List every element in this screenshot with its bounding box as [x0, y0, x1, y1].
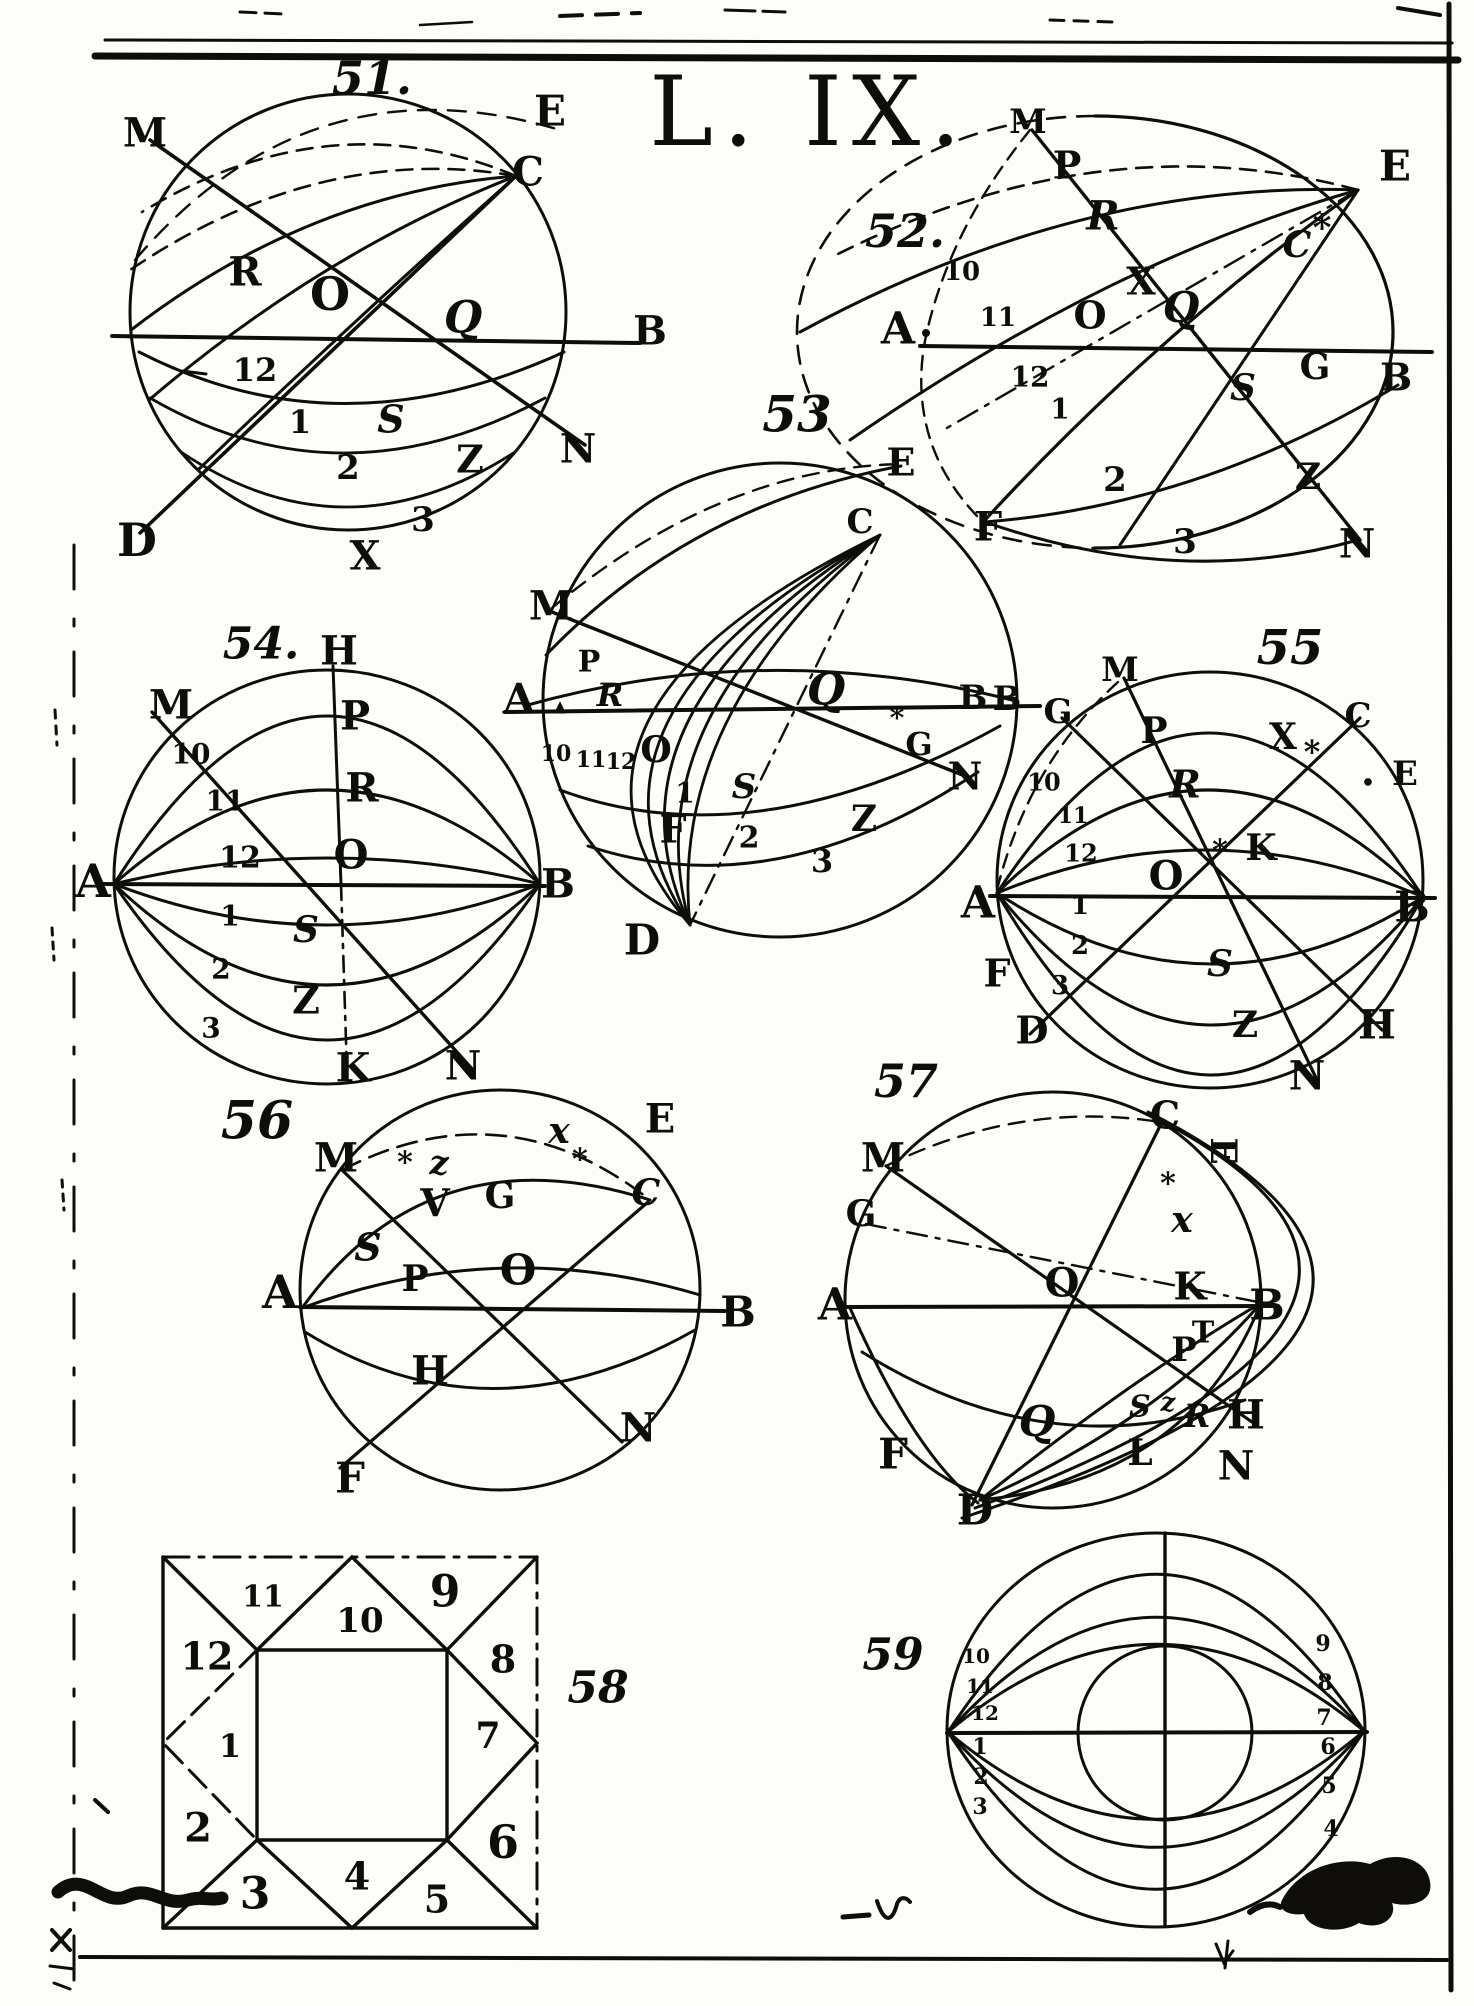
frame-right [1449, 4, 1451, 1990]
figure-56-label-V: V [420, 1180, 450, 1226]
figure-56-stroke [340, 1202, 648, 1468]
figure-57-label-K: K [1173, 1263, 1207, 1309]
figure-55-label-C: C [1344, 696, 1372, 736]
edge-mark [725, 10, 785, 12]
figure-53-label-P: P [577, 644, 601, 680]
figure-57-number: 57 [873, 1054, 939, 1108]
margin-mark [52, 928, 54, 960]
figure-56-label-E: E [644, 1095, 676, 1143]
figure-57-label-A: A [817, 1279, 853, 1331]
figure-56-label-z: z [429, 1143, 449, 1183]
figure-53-label-F: F [659, 806, 687, 852]
margin-mark [50, 1966, 74, 1969]
figure-53-label-Q: Q [806, 664, 846, 716]
figure-58-label-6: 6 [486, 1815, 520, 1869]
figure-54-number: 54. [222, 618, 300, 670]
figure-58-label-8: 8 [489, 1636, 517, 1682]
figure-54-label-M: M [148, 681, 194, 729]
figure-57-label-E: E [1202, 1137, 1244, 1165]
figure-53-label-B: B [992, 679, 1022, 719]
figure-54-label-B: B [541, 860, 575, 908]
figure-59-label-5: 5 [1321, 1773, 1337, 1799]
figure-59-label-11: 11 [966, 1674, 994, 1698]
figure-56-label-C: C [631, 1172, 661, 1214]
figure-51 [112, 51, 667, 580]
figure-57 [817, 1054, 1313, 1535]
figure-53-label-*: * [889, 701, 905, 735]
figure-53-label-11: 11 [575, 747, 607, 773]
figure-55-stroke [990, 896, 1435, 898]
figure-57-label-C: C [1149, 1092, 1181, 1138]
figure-51-label-E: E [533, 86, 567, 136]
figure-51-label-B: B [633, 307, 667, 355]
figure-59-label-12: 12 [971, 1701, 999, 1725]
figure-57-stroke [886, 1117, 1160, 1167]
figure-52-label-*: * [1312, 207, 1332, 249]
figure-55-number: 55 [1256, 620, 1324, 676]
figure-52-label-3: 3 [1173, 522, 1197, 562]
figure-54-label-3: 3 [201, 1011, 221, 1045]
figure-58-label-7: 7 [475, 1715, 501, 1757]
figure-51-label-X: X [349, 532, 381, 580]
edge-mark [1050, 20, 1112, 22]
figure-51-label-D: D [117, 513, 157, 567]
figure-53-label-D: D [623, 915, 661, 965]
figure-58-label-12: 12 [180, 1633, 234, 1679]
figure-58-label-1: 1 [218, 1727, 242, 1765]
figure-51-label-Z: Z [456, 436, 484, 482]
figure-59-label-6: 6 [1320, 1734, 1336, 1760]
figure-51-label-Q: Q [443, 292, 483, 344]
figure-57-label-P: P [1171, 1330, 1197, 1370]
figure-53-label-R: R [596, 676, 624, 714]
figure-57-label-B: B [1249, 1280, 1285, 1330]
figure-53-label-3: 3 [810, 842, 834, 880]
figure-52-label-A: A [880, 303, 916, 355]
figure-54-stroke [114, 884, 540, 985]
figure-51-label-12: 12 [232, 351, 278, 389]
figure-56-label-M: M [313, 1134, 359, 1182]
figure-52-label-X: X [1126, 258, 1156, 304]
figure-59-label-4: 4 [1323, 1816, 1339, 1842]
handwriting [843, 1915, 869, 1917]
figure-55-label-B: B [1394, 882, 1430, 932]
figure-56-label-G: G [484, 1175, 516, 1217]
figure-54-stroke [100, 884, 545, 886]
figure-57-label-z: z [1160, 1388, 1176, 1418]
plate-frame-and-marks [50, 4, 1458, 1992]
figure-59-label-8: 8 [1317, 1670, 1333, 1696]
figure-52-stroke [922, 329, 930, 337]
figure-55-label-F: F [983, 950, 1011, 996]
figure-54-stroke [114, 670, 540, 1084]
figure-54-label-N: N [444, 1042, 482, 1090]
figure-59-label-2: 2 [973, 1764, 989, 1790]
figure-52-label-P: P [1052, 142, 1082, 188]
figure-53-label-▲: ▲ [553, 696, 567, 716]
figure-59 [862, 1533, 1367, 1927]
figure-52-label-S: S [1230, 367, 1256, 409]
figure-52-label-N: N [1338, 520, 1376, 568]
figure-51-label-O: O [309, 267, 351, 321]
edge-mark [560, 13, 640, 16]
figure-52-label-C: C [1282, 224, 1312, 266]
figure-58-label-9: 9 [429, 1566, 461, 1618]
figure-53-label-E: E [886, 439, 916, 485]
figure-56-label-*: * [572, 1142, 588, 1178]
figure-57-label-R: R [1183, 1397, 1211, 1435]
figure-54-label-P: P [339, 692, 371, 740]
figure-51-stroke [150, 398, 545, 453]
figure-52-label-10: 10 [943, 257, 981, 287]
figure-55-label-11: 11 [1057, 803, 1089, 829]
figure-55-label-12: 12 [1064, 838, 1098, 868]
figure-56 [221, 1090, 756, 1503]
figure-53-label-Z: Z [850, 798, 878, 840]
figure-57-label-N: N [1217, 1442, 1255, 1490]
figure-57-label-O: O [1044, 1259, 1080, 1307]
figure-57-label-D: D [956, 1485, 994, 1535]
figure-54-label-10: 10 [171, 737, 211, 771]
figure-52-label-B: B [1379, 354, 1413, 400]
figure-55-label-1: 1 [1070, 891, 1090, 921]
figure-54-label-S: S [293, 909, 319, 951]
figure-59-stroke [948, 1617, 1364, 1732]
figure-59-stroke [947, 1732, 1367, 1733]
figure-58-label-10: 10 [336, 1601, 384, 1641]
figure-52-label-E: E [1378, 141, 1412, 191]
figure-58-label-2: 2 [184, 1804, 212, 1852]
figure-53-label-C: C [846, 502, 874, 542]
figure-53-label-G: G [905, 725, 933, 763]
figure-55-label-*: * [1303, 733, 1321, 771]
handwriting [1225, 1941, 1228, 1968]
margin-mark [55, 710, 57, 745]
figure-56-label-F: F [335, 1453, 365, 1503]
figure-52-label-1: 1 [1050, 392, 1070, 426]
figure-51-label-1: 1 [288, 403, 312, 441]
figure-54-label-Z: Z [292, 977, 320, 1023]
edge-mark [240, 12, 285, 14]
figure-56-label-x: x [548, 1110, 570, 1152]
figure-57-label-H: H [1227, 1391, 1265, 1439]
figure-56-label-*: * [397, 1145, 413, 1181]
figure-58-label-3: 3 [239, 1868, 271, 1920]
figure-53-label-1: 1 [675, 776, 695, 810]
figure-59-label-7: 7 [1316, 1705, 1332, 1731]
figure-56-stroke [300, 1307, 725, 1311]
frame-top-thin [105, 40, 1452, 43]
figure-57-label-*: * [1160, 1166, 1176, 1202]
figure-55-label-*: * [1212, 833, 1228, 869]
figure-53-label-A: A [502, 674, 536, 724]
figure-56-label-A: A [262, 1265, 298, 1319]
figure-55-label-O: O [1148, 852, 1184, 900]
figure-55-label-M: M [1101, 650, 1139, 690]
figure-52-label-12: 12 [1010, 360, 1050, 394]
figure-52-stroke [1095, 116, 1393, 548]
figure-53-number: 53 [762, 384, 832, 444]
figure-51-label-R: R [228, 248, 262, 296]
figure-54-label-12: 12 [219, 840, 261, 876]
figure-52-stroke [797, 116, 1095, 548]
figure-54-label-11: 11 [205, 784, 245, 818]
figure-54-label-K: K [335, 1044, 371, 1092]
figure-59-stroke [948, 1731, 1364, 1819]
figure-59-stroke [948, 1731, 1364, 1847]
figure-53-label-S: S [731, 767, 757, 807]
figure-55-label-10: 10 [1027, 767, 1061, 797]
figure-51-label-S: S [377, 396, 405, 442]
figure-55-label-2: 2 [1070, 931, 1090, 961]
figure-52-label-M: M [1009, 102, 1047, 142]
handwriting [877, 1898, 910, 1918]
figure-53-label-B: B [958, 678, 988, 718]
figure-55-label-D: D [1015, 1007, 1049, 1053]
figure-52-label-R: R [1086, 192, 1120, 240]
figure-56-label-H: H [411, 1347, 449, 1395]
figure-53-label-N: N [947, 753, 983, 799]
figure-54-stroke [114, 858, 540, 884]
figure-55-label-H: H [1358, 1001, 1396, 1049]
figure-54-label-1: 1 [220, 899, 240, 933]
figure-52-label-G: G [1299, 346, 1331, 388]
figure-58-label-5: 5 [423, 1876, 451, 1922]
figure-58-stroke [257, 1650, 447, 1840]
figure-56-label-N: N [619, 1404, 657, 1452]
figure-55-label-S: S [1207, 943, 1233, 985]
margin-mark [95, 1800, 108, 1812]
margin-mark [54, 1983, 70, 1989]
figure-54-label-O: O [333, 831, 369, 879]
figure-58-label-4: 4 [343, 1853, 371, 1899]
figure-57-label-G: G [845, 1193, 877, 1235]
ink-squiggle [58, 1884, 222, 1901]
figure-51-label-N: N [559, 425, 597, 473]
figure-52-label-11: 11 [979, 303, 1017, 333]
figure-59-label-3: 3 [972, 1794, 988, 1820]
figure-56-label-P: P [401, 1258, 429, 1300]
figure-57-label-F: F [878, 1429, 908, 1479]
figure-51-label-3: 3 [411, 500, 435, 540]
figure-57-label-Q: Q [1018, 1396, 1056, 1446]
figure-52-label-Z: Z [1294, 456, 1322, 498]
figure-58-number: 58 [567, 1662, 629, 1714]
figure-55-label-P: P [1140, 710, 1168, 752]
figure-59-stroke [948, 1644, 1364, 1732]
figure-56-label-S: S [354, 1224, 382, 1270]
figure-55-label-●: ● [1363, 776, 1373, 788]
figure-56-label-O: O [499, 1245, 537, 1295]
figure-57-stroke [850, 1308, 978, 1503]
figure-55-label-K: K [1245, 827, 1277, 869]
figure-54-label-A: A [75, 854, 111, 908]
figure-51-label-M: M [122, 109, 168, 157]
figure-52-number: 52. [864, 204, 946, 258]
figure-54-label-2: 2 [211, 952, 231, 986]
margin-mark [62, 1180, 64, 1210]
figure-53-label-M: M [528, 582, 574, 630]
figure-54-label-R: R [345, 764, 379, 812]
figure-52-label-F: F [973, 503, 1003, 551]
figure-54-stroke [114, 884, 540, 925]
figure-57-label-M: M [860, 1134, 906, 1182]
figure-53-label-10: 10 [540, 741, 572, 767]
figure-59-label-1: 1 [972, 1734, 988, 1760]
edge-mark [420, 22, 472, 25]
figure-55-label-E: E [1392, 754, 1418, 794]
figure-57-label-T: T [1191, 1315, 1215, 1351]
figure-51-stroke [139, 352, 564, 404]
figure-53-label-2: 2 [738, 820, 760, 856]
figure-59-stroke [947, 1533, 1365, 1927]
figure-55 [960, 620, 1435, 1100]
figure-51-label-2: 2 [336, 448, 360, 488]
frame-bottom [80, 1957, 1447, 1960]
figure-52 [797, 102, 1432, 568]
figure-55-label-G: G [1043, 692, 1073, 732]
figure-55-label-A: A [960, 877, 996, 929]
figure-53-label-O: O [640, 729, 672, 771]
figure-52-label-2: 2 [1103, 460, 1127, 500]
edge-mark [1398, 8, 1440, 15]
figure-59-number: 59 [862, 1629, 924, 1681]
figure-58-label-11: 11 [242, 1579, 284, 1615]
figure-55-label-Z: Z [1231, 1004, 1259, 1046]
ink-blot-tail [1250, 1904, 1280, 1912]
figure-57-label-L: L [1127, 1432, 1153, 1474]
figure-54 [74, 619, 575, 1092]
figure-53-label-12: 12 [605, 749, 637, 775]
figure-52-label-O: O [1073, 292, 1107, 338]
figure-57-label-x: x [1171, 1199, 1193, 1241]
figure-59-stroke [948, 1574, 1364, 1732]
figure-55-label-X: X [1269, 716, 1297, 758]
figure-54-label-H: H [320, 627, 358, 675]
figure-55-label-R: R [1169, 761, 1201, 807]
figure-56-stroke [305, 1330, 695, 1389]
figure-56-label-B: B [720, 1287, 756, 1337]
figure-55-label-N: N [1288, 1052, 1326, 1100]
figure-52-label-Q: Q [1162, 282, 1200, 332]
plate-title: L. IX. [649, 56, 971, 168]
figure-59-stroke [948, 1731, 1364, 1889]
figure-58 [163, 1557, 629, 1928]
figure-57-label-S: S [1129, 1389, 1151, 1425]
figure-56-number: 56 [220, 1090, 294, 1152]
figure-51-stroke [112, 336, 640, 343]
figure-59-label-10: 10 [962, 1644, 990, 1668]
figure-59-label-9: 9 [1315, 1631, 1331, 1657]
figure-53-stroke [588, 772, 978, 865]
figure-55-label-3: 3 [1050, 971, 1070, 1001]
figure-51-label-C: C [512, 148, 544, 196]
figure-51-number: 51. [331, 51, 413, 105]
